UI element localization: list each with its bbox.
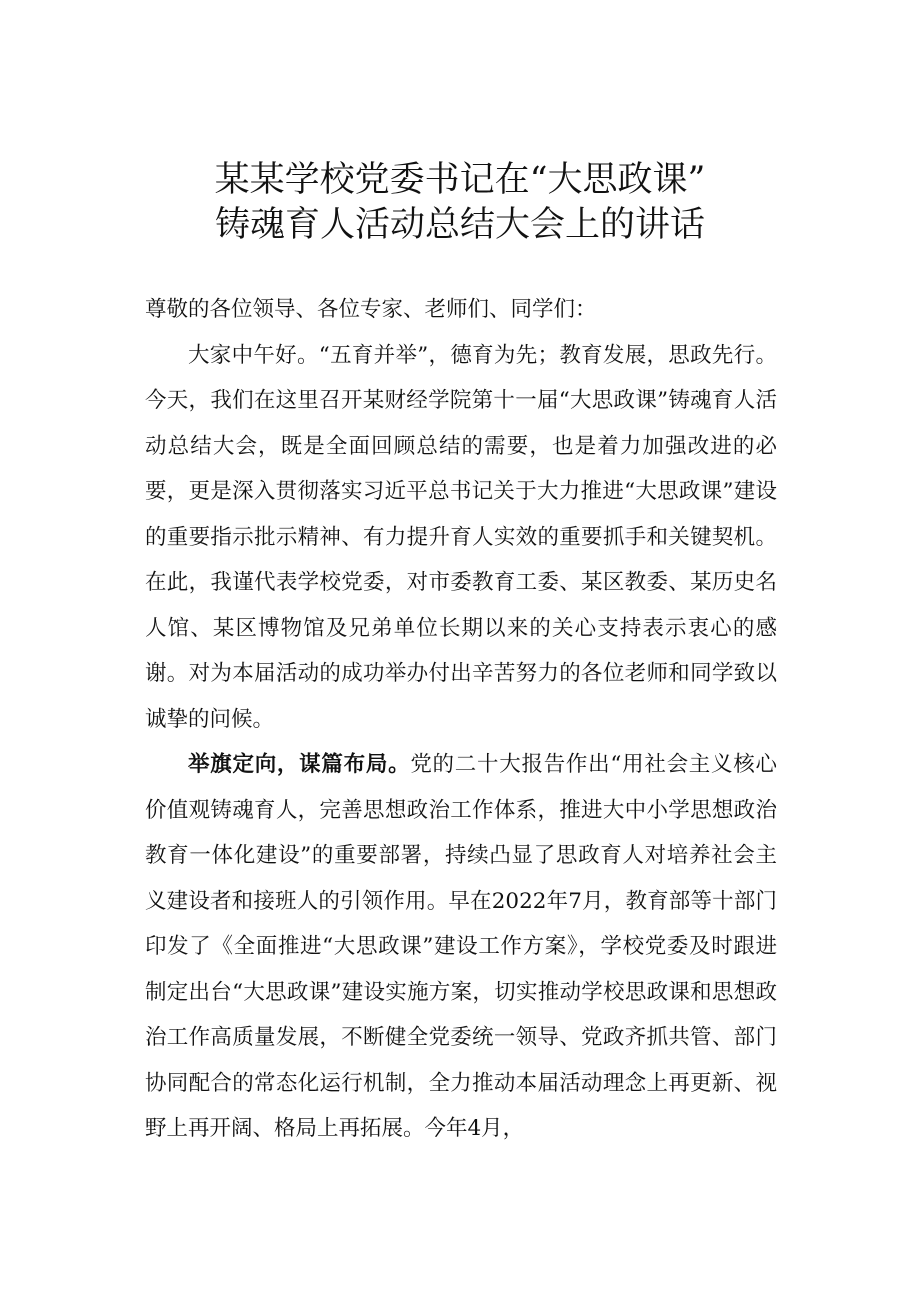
document-title: [140, 158, 780, 248]
salutation: 尊敬的各位领导、各位专家、老师们、同学们：: [145, 297, 597, 322]
paragraph-opening: 大家中午好。“五育并举”，德育为先；教育发展，思政先行。今天，我们在这里召开某财经学院第十一届“大思政课”铸魂育人活动总结大会，既是全面回顾总结的需要，也是着力加强改进的必要，更是深入贯彻落实习近平总书记关于大力推进“大思政课”建设的重要指示批示精神、有力提升育人实效的重要抓手和关键契机。在此，我谨代表学校党委，对市委教育工委、某区教委、某历史名人馆、某区博物馆及兄弟单位长期以来的关心支持表示衷心的感谢。对为本届活动的成功举办付出辛苦努力的各位老师和同学致以诚挚的问候。: [145, 342, 777, 732]
title-line-1: 某某学校党委书记在“大思政课”: [214, 160, 706, 200]
title-line-2: 铸魂育人活动总结大会上的讲话: [214, 205, 705, 245]
section-heading: 举旗定向，谋篇布局。: [188, 752, 411, 777]
section-body-text: 党的二十大报告作出“用社会主义核心价值观铸魂育人，完善思想政治工作体系，推进大中小学思想政治教育一体化建设”的重要部署，持续凸显了思政育人对培养社会主义建设者和接班人的引领作用。早在2022年7月，教育部等十部门印发了《全面推进“大思政课”建设工作方案》，学校党委及时跟进制定出台“大思政课”建设实施方案，切实推动学校思政课和思想政治工作高质量发展，不断健全党委统一领导、党政齐抓共管、部门协同配合的常态化运行机制，全力推动本届活动理念上再更新、视野上再开阔、格局上再拓展。今年4月，: [145, 752, 777, 1141]
speech-body: [145, 287, 777, 1152]
paragraph-section-1: [145, 742, 777, 1152]
